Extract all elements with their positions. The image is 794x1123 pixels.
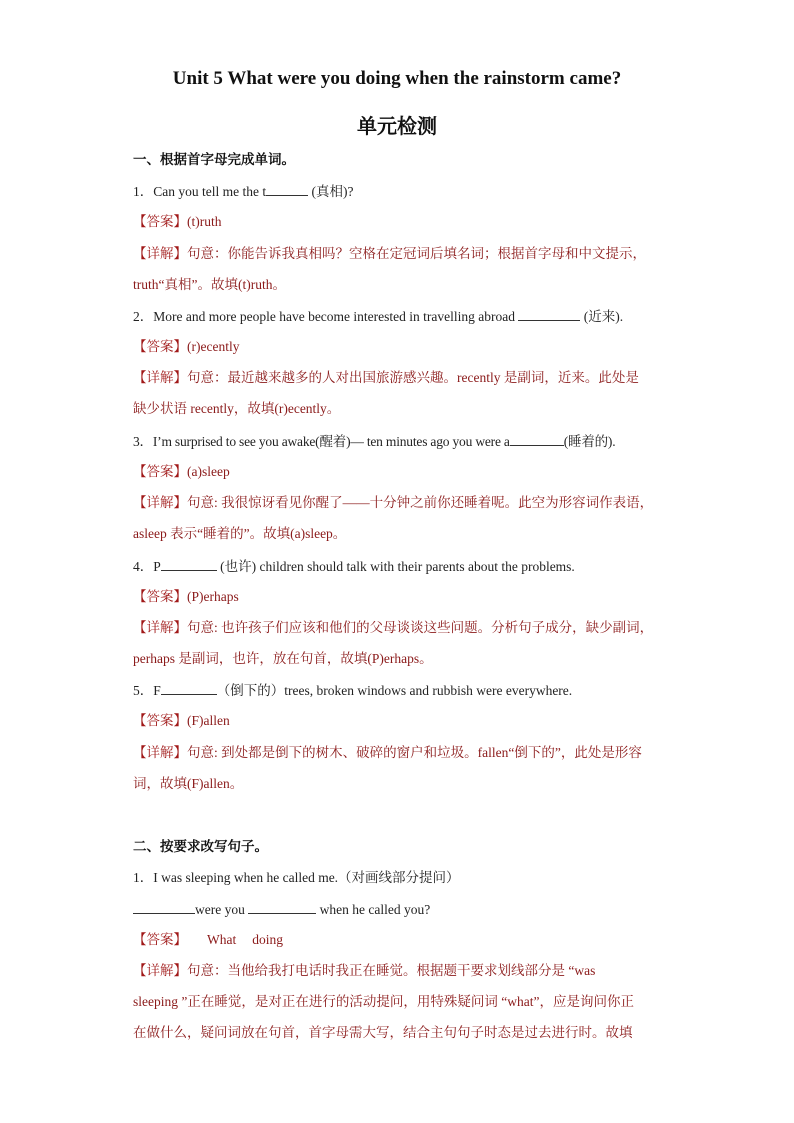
answer-line-2 [133, 337, 239, 357]
question-3 [133, 431, 615, 452]
question-5-pre: 5．F [133, 683, 161, 698]
question-4-pre: 4．P [133, 559, 161, 574]
explain-1a: 句意：你能告诉我真相吗？空格在定冠词后填名词；根据首字母和中文提示， [187, 246, 646, 261]
answer-label: 【答案】 [133, 214, 187, 229]
question-5-post: （倒下的）trees, broken windows and rubbish were everywhere. [216, 683, 573, 698]
rewrite-explain-c: 在做什么，疑问词放在句首，首字母需大写，结合主句句子时态是过去进行时。故填 [133, 1025, 633, 1040]
answer-1: (t)ruth [187, 214, 222, 229]
explain-label: 【详解】 [133, 620, 187, 635]
rewrite-blank-mid: were you [195, 902, 249, 917]
rewrite-answer-2: doing [252, 932, 284, 947]
answer-3: (a)sleep [187, 464, 230, 479]
answer-line-4 [133, 587, 239, 607]
explain-label: 【详解】 [133, 370, 187, 385]
question-2 [133, 306, 623, 327]
answer-blank [248, 899, 316, 914]
question-1 [133, 181, 353, 202]
question-1-post: (真相)? [308, 184, 354, 199]
explain-label: 【详解】 [133, 246, 187, 261]
answer-label: 【答案】 [133, 339, 187, 354]
answer-blank [266, 181, 308, 196]
question-4 [133, 556, 575, 577]
answer-blank [161, 680, 217, 695]
answer-blank [510, 431, 564, 446]
explain-line-4a [133, 618, 653, 638]
answer-label: 【答案】 [133, 932, 187, 947]
rewrite-answer-1: What [207, 932, 237, 947]
answer-4: (P)erhaps [187, 589, 239, 604]
explain-3a: 句意: 我很惊讶看见你醒了——十分钟之前你还睡着呢。此空为形容词作表语， [187, 495, 654, 510]
explain-label: 【详解】 [133, 495, 187, 510]
page-title: Unit 5 What were you doing when the rainstorm came? [172, 68, 622, 89]
explain-5a: 句意: 到处都是倒下的树木、破碎的窗户和垃圾。fallen“倒下的”，此处是形容 [187, 745, 642, 760]
explain-line-5a [133, 743, 642, 763]
rewrite-explain-b: sleeping ”正在睡觉，是对正在进行的活动提问，用特殊疑问词 “what”，应是询问你正 [133, 994, 634, 1009]
explain-2b: 缺少状语 recently，故填(r)ecently。 [133, 401, 341, 416]
answer-5: (F)allen [187, 713, 230, 728]
rewrite-blanks-line [133, 899, 430, 920]
explain-5b: 词，故填(F)allen。 [133, 776, 244, 791]
question-1-pre: 1．Can you tell me the t [133, 184, 267, 199]
answer-label: 【答案】 [133, 713, 187, 728]
question-2-pre: 2．More and more people have become interested in travelling abroad [133, 309, 519, 324]
section2-heading: 二、按要求改写句子。 [133, 839, 268, 854]
answer-blank [133, 899, 195, 914]
explain-label: 【详解】 [133, 745, 187, 760]
explain-4b: perhaps 是副词，也许，放在句首，故填(P)erhaps。 [133, 651, 433, 666]
explain-line-3a [133, 493, 653, 513]
rewrite-question-1: 1．I was sleeping when he called me.（对画线部分提问） [133, 870, 460, 885]
question-2-post: (近来). [580, 309, 624, 324]
answer-line-5 [133, 711, 230, 731]
answer-blank [518, 306, 580, 321]
page-subtitle: 单元检测 [357, 116, 437, 138]
answer-2: (r)ecently [187, 339, 240, 354]
rewrite-explain-a: 句意：当他给我打电话时我正在睡觉。根据题干要求划线部分是 “was [187, 963, 596, 978]
explain-1b: truth“真相”。故填(t)ruth。 [133, 277, 286, 292]
rewrite-explain-line-a [133, 961, 595, 981]
answer-line-3 [133, 462, 230, 482]
question-5 [133, 680, 572, 701]
question-4-post: (也许) children should talk with their parents about the problems. [216, 559, 575, 574]
answer-line-1 [133, 212, 222, 232]
rewrite-answer-line [133, 930, 283, 950]
answer-blank [161, 556, 217, 571]
section1-heading: 一、根据首字母完成单词。 [133, 152, 295, 167]
explain-4a: 句意: 也许孩子们应该和他们的父母谈谈这些问题。分析句子成分，缺少副词， [187, 620, 654, 635]
question-3-pre: 3．I’m surprised to see you awake(醒着)— ten minutes ago you were a [133, 434, 510, 449]
explain-2a: 句意：最近越来越多的人对出国旅游感兴趣。recently 是副词，近来。此处是 [187, 370, 639, 385]
answer-label: 【答案】 [133, 589, 187, 604]
explain-label: 【详解】 [133, 963, 187, 978]
rewrite-blank-post: when he called you? [316, 902, 431, 917]
explain-3b: asleep 表示“睡着的”。故填(a)sleep。 [133, 526, 347, 541]
explain-line-1a [133, 244, 646, 264]
answer-label: 【答案】 [133, 464, 187, 479]
question-3-post: (睡着的). [563, 434, 616, 449]
explain-line-2a [133, 368, 639, 388]
